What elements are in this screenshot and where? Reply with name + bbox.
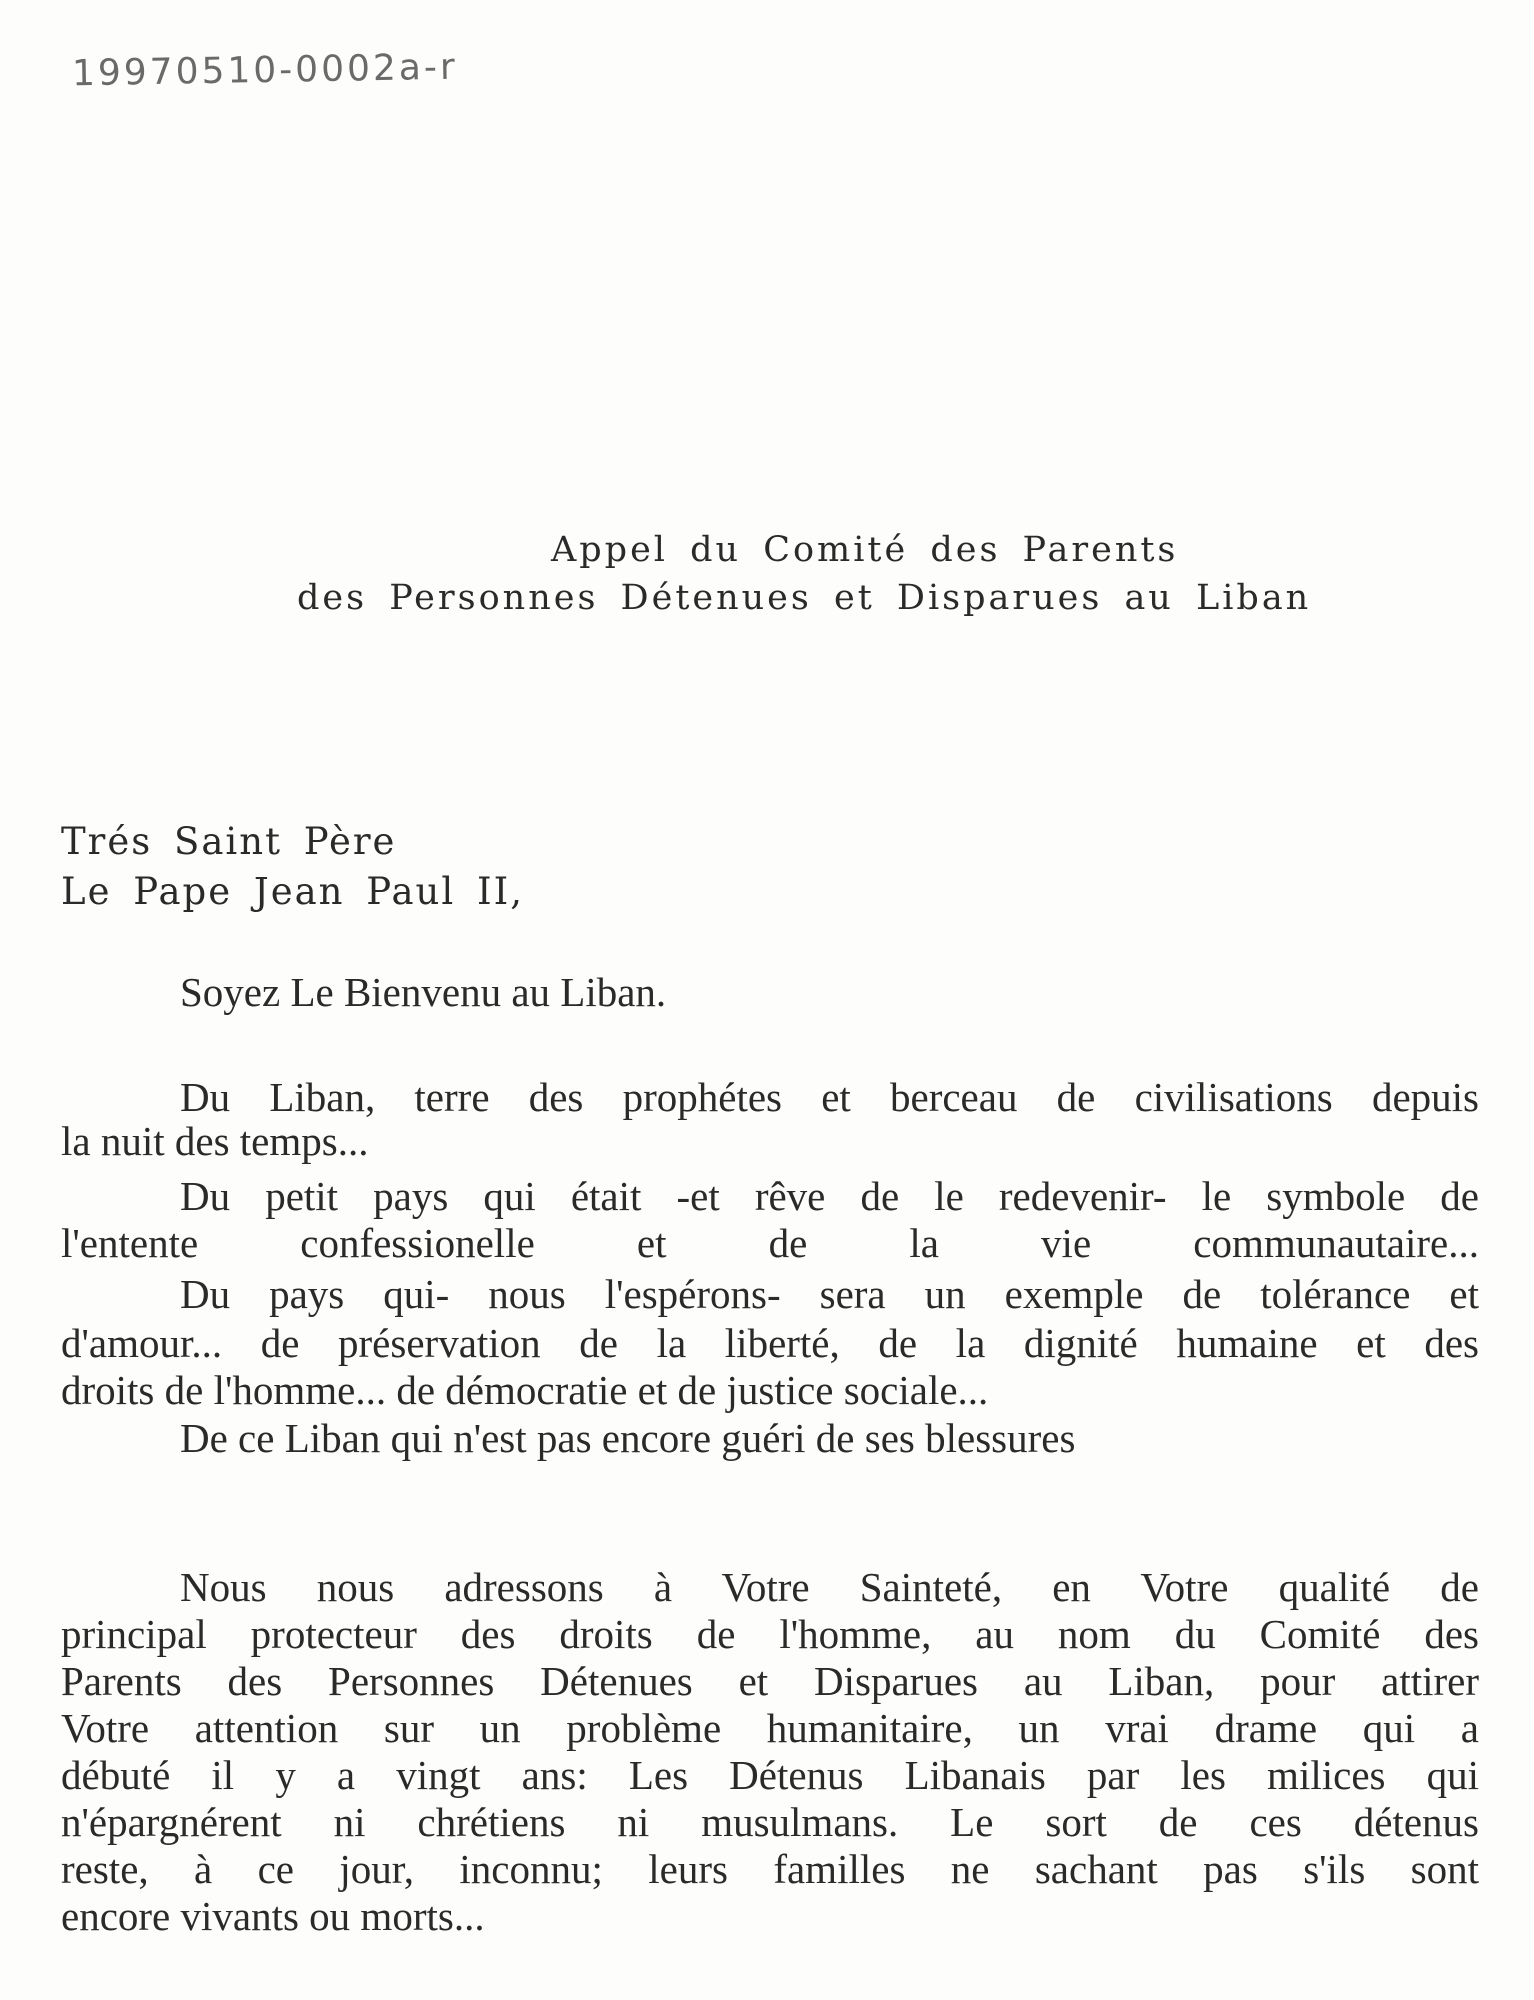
paragraph1-line: la nuit des temps... <box>61 1118 369 1164</box>
paragraph1-line: l'entente confessionelle et de la vie communautaire... <box>61 1220 1479 1266</box>
paragraph1-line: Du Liban, terre des prophétes et berceau de civilisations depuis <box>180 1074 1479 1120</box>
paragraph1-line: d'amour... de préservation de la liberté, de la dignité humaine et des <box>61 1320 1479 1366</box>
paragraph1-line: Du petit pays qui était -et rêve de le redevenir- le symbole de <box>180 1173 1479 1219</box>
paragraph2-line: encore vivants ou morts... <box>61 1893 485 1939</box>
salutation-line-2: Le Pape Jean Paul II, <box>61 870 524 913</box>
paragraph2-line: Nous nous adressons à Votre Sainteté, en Votre qualité de <box>180 1564 1479 1610</box>
paragraph1-line: Du pays qui- nous l'espérons- sera un exemple de tolérance et <box>180 1271 1479 1317</box>
title-line-2: des Personnes Détenues et Disparues au Liban <box>297 578 1312 618</box>
salutation-line-1: Trés Saint Père <box>61 820 397 863</box>
title-line-1: Appel du Comité des Parents <box>551 530 1179 570</box>
paragraph2-line: principal protecteur des droits de l'homme, au nom du Comité des <box>61 1611 1479 1657</box>
paragraph2-line: n'épargnérent ni chrétiens ni musulmans. Le sort de ces détenus <box>61 1799 1479 1845</box>
paragraph1-line: De ce Liban qui n'est pas encore guéri de ses blessures <box>180 1415 1076 1461</box>
paragraph2-line: Parents des Personnes Détenues et Disparues au Liban, pour attirer <box>61 1658 1479 1704</box>
paragraph2-line: débuté il y a vingt ans: Les Détenus Libanais par les milices qui <box>61 1752 1479 1798</box>
handwritten-archive-number: 19970510-0002a-r <box>71 46 459 95</box>
paragraph2-line: Votre attention sur un problème humanitaire, un vrai drame qui a <box>61 1705 1479 1751</box>
paragraph2-line: reste, à ce jour, inconnu; leurs familles ne sachant pas s'ils sont <box>61 1846 1479 1892</box>
welcome-line: Soyez Le Bienvenu au Liban. <box>180 969 667 1015</box>
paragraph1-line: droits de l'homme... de démocratie et de justice sociale... <box>61 1367 989 1413</box>
